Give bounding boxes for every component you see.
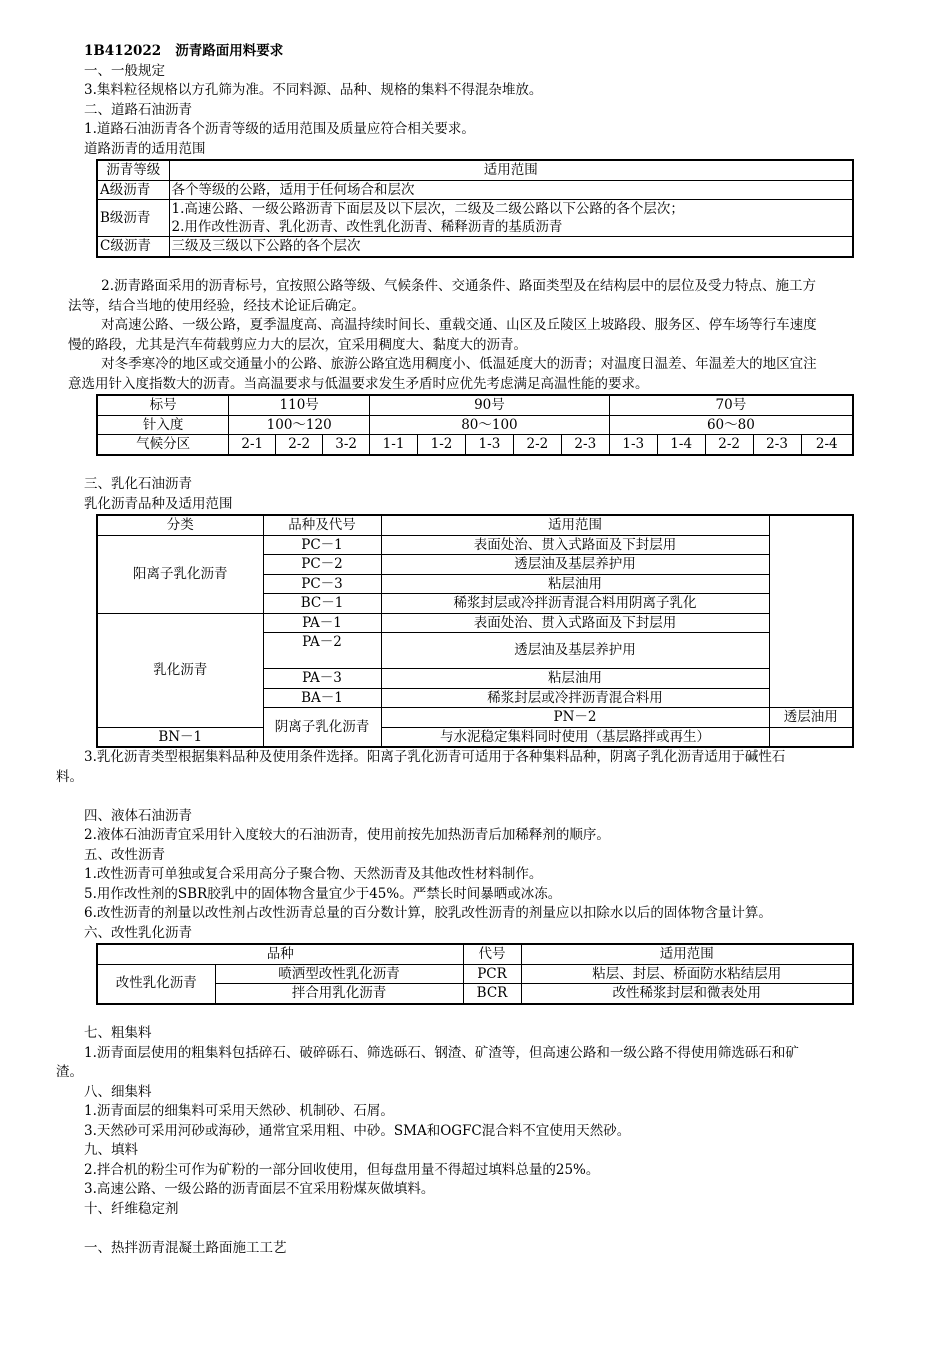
header-cell: 代号 [463, 944, 521, 964]
code-cell: BA－1 [263, 688, 381, 708]
s5-p5: 5.用作改性剂的SBR胶乳中的固体物含量宜少于45%。严禁长时间暴晒或冰冻。 [84, 885, 562, 902]
s2-p2-line2: 法等，结合当地的使用经验，经技术论证后确定。 [68, 297, 365, 314]
zone-cell: 2-1 [229, 435, 276, 455]
code-cell: PC－1 [263, 535, 381, 555]
s2-p4-line1 [84, 355, 856, 375]
s4-p2: 2.液体石油沥青宜采用针入度较大的石油沥青，使用前按先加热沥青后加稀释剂的顺序。 [84, 827, 610, 843]
zone-cell: 1-3 [465, 435, 513, 455]
table-row [97, 180, 853, 200]
code-cell: BN－1 [97, 727, 263, 747]
header-cell: 品种 [97, 944, 463, 964]
scope-cell [169, 200, 853, 237]
header-cell: 品种及代号 [263, 515, 381, 535]
s2-title: 二、道路石油沥青 [84, 101, 192, 118]
penetration-110: 100～120 [229, 415, 370, 435]
s1-title: 一、一般规定 [84, 62, 165, 79]
scope-cell: 改性稀浆封层和微表处用 [521, 984, 853, 1004]
group-cell: 改性乳化沥青 [97, 964, 215, 1004]
variety-cell: 拌合用乳化沥青 [215, 984, 463, 1004]
s9-p2: 2.拌合机的粉尘可作为矿粉的一部分回收使用，但每盘用量不得超过填料总量的25%。 [84, 1161, 600, 1178]
asphalt-penetration-table [96, 394, 854, 456]
scope-cell: 表面处治、贯入式路面及下封层用 [381, 535, 769, 555]
grade-90: 90号 [370, 395, 610, 415]
table-header-row [97, 944, 853, 964]
grade-cell: A级沥青 [97, 180, 169, 200]
zone-cell: 1-2 [418, 435, 466, 455]
header-cell: 适用范围 [381, 515, 769, 535]
zone-cell: 2-2 [276, 435, 323, 455]
scope-cell: 各个等级的公路，适用于任何场合和层次 [169, 180, 853, 200]
header-cell: 分类 [97, 515, 263, 535]
code-cell: BC－1 [263, 594, 381, 614]
zone-cell: 1-4 [657, 435, 705, 455]
zone-cell: 3-2 [323, 435, 370, 455]
s2-p2-line1 [84, 277, 856, 297]
scope-line: 1.高速公路、一级公路沥青下面层及以下层次，二级及二级公路以下公路的各个层次； [171, 201, 684, 217]
emulsified-asphalt-table [96, 514, 854, 748]
table-row [97, 727, 853, 747]
s7-title: 七、粗集料 [84, 1025, 152, 1041]
scope-cell: 透层油及基层养护用 [381, 555, 769, 575]
code-cell: BCR [463, 984, 521, 1004]
group-cell: 乳化沥青 [97, 613, 263, 727]
table-row [97, 415, 853, 435]
group-cell: 阴离子乳化沥青 [263, 708, 381, 748]
s8-p3: 3.天然砂可采用河砂或海砂，通常宜采用粗、中砂。SMA和OGFC混合料不宜使用天然砂。 [84, 1122, 631, 1139]
s7-p1-line2: 渣。 [56, 1064, 83, 1080]
asphalt-grade-scope-table [96, 159, 854, 258]
document-page [56, 42, 856, 1258]
table-row [97, 395, 853, 415]
s7-p1-line1: 1.沥青面层使用的粗集料包括碎石、破碎砾石、筛选砾石、钢渣、矿渣等，但高速公路和一级公路不得使用筛选砾石和矿 [84, 1044, 799, 1061]
s9-title: 九、填料 [84, 1142, 138, 1158]
scope-cell: 粘层油用 [381, 574, 769, 594]
table-row [97, 237, 853, 257]
s3-title: 三、乳化石油沥青 [84, 476, 192, 492]
text: 对高速公路、一级公路，夏季温度高、高温持续时间长、重载交通、山区及丘陵区上坡路段、服务区、停车场等行车速度 [101, 317, 817, 333]
code-cell: PA－2 [263, 633, 381, 669]
grade-110: 110号 [229, 395, 370, 415]
text: 2.沥青路面采用的沥青标号，宜按照公路等级、气候条件、交通条件、路面类型及在结构层中的层位及受力特点、施工方 [101, 278, 817, 294]
table-header-scope: 适用范围 [169, 160, 853, 180]
s2-p4-line2: 意选用针入度指数大的沥青。当高温要求与低温要求发生矛盾时应优先考虑满足高温性能的要求。 [68, 375, 649, 392]
heading-title: 沥青路面用料要求 [175, 43, 284, 59]
s11-title: 一、热拌沥青混凝土路面施工工艺 [84, 1239, 287, 1256]
s2-p1: 1.道路石油沥青各个沥青等级的适用范围及质量应符合相关要求。 [84, 121, 475, 137]
zone-cell: 1-3 [609, 435, 657, 455]
table-row [97, 964, 853, 984]
header-cell: 适用范围 [521, 944, 853, 964]
zone-cell: 2-3 [561, 435, 609, 455]
penetration-90: 80～100 [370, 415, 610, 435]
scope-cell: 透层油及基层养护用 [381, 633, 769, 669]
s3-p3-line2: 料。 [56, 768, 83, 785]
zone-cell: 2-3 [753, 435, 801, 455]
s5-p6: 6.改性沥青的剂量以改性剂占改性沥青总量的百分数计算，胶乳改性沥青的剂量应以扣除水以后的固体物含量计算。 [84, 905, 772, 921]
grade-70: 70号 [609, 395, 853, 415]
label-cell: 针入度 [97, 415, 229, 435]
s1-p3: 3.集料粒径规格以方孔筛为准。不同料源、品种、规格的集料不得混杂堆放。 [84, 82, 543, 98]
label-cell: 气候分区 [97, 435, 229, 455]
table-header-row [97, 515, 853, 535]
scope-cell: 稀浆封层或冷拌沥青混合料用阴离子乳化 [381, 594, 769, 614]
grade-cell: B级沥青 [97, 200, 169, 237]
s3-p3-line1: 3.乳化沥青类型根据集料品种及使用条件选择。阳离子乳化沥青可适用于各种集料品种，阴离子乳化沥青适用于碱性石 [84, 749, 786, 765]
group-cell: 阳离子乳化沥青 [97, 535, 263, 613]
s9-p3: 3.高速公路、一级公路的沥青面层不宜采用粉煤灰做填料。 [84, 1181, 435, 1197]
code-cell: PA－3 [263, 669, 381, 689]
penetration-70: 60～80 [609, 415, 853, 435]
s2-p3-line1 [84, 316, 856, 336]
scope-cell: 表面处治、贯入式路面及下封层用 [381, 613, 769, 633]
scope-cell: 粘层油用 [381, 669, 769, 689]
s2-p3-line2: 慢的路段，尤其是汽车荷载剪应力大的层次，宜采用稠度大、黏度大的沥青。 [68, 336, 527, 353]
table-row [97, 535, 853, 555]
code-cell: PC－2 [263, 555, 381, 575]
s4-title: 四、液体石油沥青 [84, 807, 192, 824]
code-cell: PA－1 [263, 613, 381, 633]
scope-cell: 粘层、封层、桥面防水粘结层用 [521, 964, 853, 984]
heading-code: 1B412022 [84, 43, 162, 59]
scope-line: 2.用作改性沥青、乳化沥青、改性乳化沥青、稀释沥青的基质沥青 [171, 219, 563, 235]
code-cell: PCR [463, 964, 521, 984]
code-cell: PC－3 [263, 574, 381, 594]
text: 对冬季寒冷的地区或交通量小的公路、旅游公路宜选用稠度小、低温延度大的沥青；对温度日温差、年温差大的地区宜注 [101, 356, 817, 372]
table-row [97, 435, 853, 455]
s10-title: 十、纤维稳定剂 [84, 1200, 179, 1217]
grade-cell: C级沥青 [97, 237, 169, 257]
s2-table-caption: 道路沥青的适用范围 [84, 140, 206, 157]
s3-table-caption: 乳化沥青品种及适用范围 [84, 495, 233, 512]
section-heading [84, 42, 856, 62]
zone-cell: 2-2 [705, 435, 753, 455]
s8-p1: 1.沥青面层的细集料可采用天然砂、机制砂、石屑。 [84, 1103, 394, 1119]
table-row [97, 200, 853, 237]
variety-cell: 喷洒型改性乳化沥青 [215, 964, 463, 984]
label-cell: 标号 [97, 395, 229, 415]
zone-cell: 2-2 [513, 435, 561, 455]
scope-cell: 三级及三级以下公路的各个层次 [169, 237, 853, 257]
s6-title: 六、改性乳化沥青 [84, 924, 192, 941]
table-row [97, 613, 853, 633]
table-header-grade: 沥青等级 [97, 160, 169, 180]
modified-emulsion-table [96, 943, 854, 1005]
s5-title: 五、改性沥青 [84, 846, 165, 863]
s5-p1: 1.改性沥青可单独或复合采用高分子聚合物、天然沥青及其他改性材料制作。 [84, 866, 543, 882]
s8-title: 八、细集料 [84, 1083, 152, 1100]
scope-cell: 与水泥稳定集料同时使用（基层路拌或再生） [381, 727, 769, 747]
zone-cell: 2-4 [801, 435, 853, 455]
scope-cell: 稀浆封层或冷拌沥青混合料用 [381, 688, 769, 708]
scope-cell: 透层油用 [769, 708, 853, 728]
code-cell: PN－2 [381, 708, 769, 728]
zone-cell: 1-1 [370, 435, 418, 455]
